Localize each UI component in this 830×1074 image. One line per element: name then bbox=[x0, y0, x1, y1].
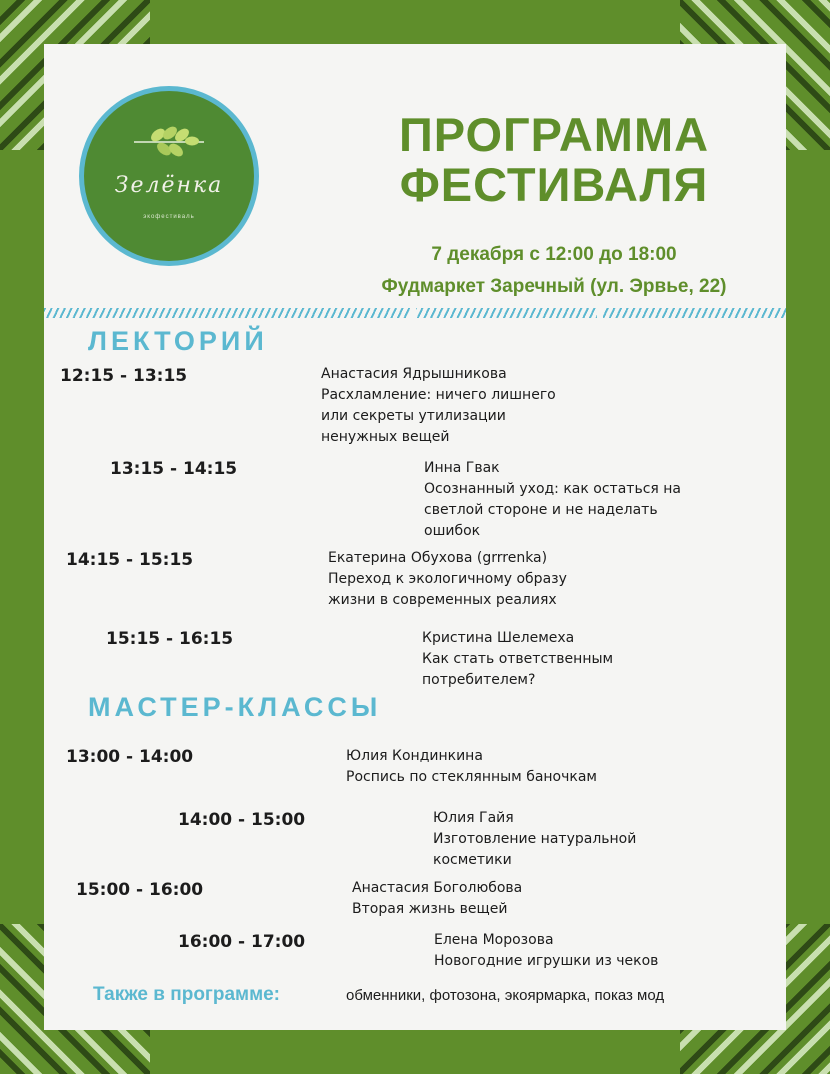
divider-gap bbox=[410, 308, 416, 318]
time-slot: 13:15 - 14:15 bbox=[110, 459, 238, 479]
workshop-item bbox=[434, 930, 658, 972]
talk-title-line: потребителем? bbox=[422, 672, 536, 688]
speaker-name: Анастасия Боголюбова bbox=[352, 880, 523, 896]
speaker-name: Юлия Кондинкина bbox=[346, 748, 483, 764]
program-card bbox=[44, 44, 786, 1030]
logo-name: Зелёнка bbox=[114, 173, 224, 198]
talk-title-line: Изготовление натуральной bbox=[433, 831, 637, 847]
also-text: обменники, фотозона, экоярмарка, показ мод bbox=[346, 987, 665, 1004]
time-slot: 14:15 - 15:15 bbox=[66, 550, 194, 570]
talk-title-line: Расхламление: ничего лишнего bbox=[321, 387, 556, 403]
divider-gap bbox=[597, 308, 603, 318]
festival-logo bbox=[79, 86, 259, 266]
speaker-name: Елена Морозова bbox=[434, 932, 554, 948]
section-heading-lectures: ЛЕКТОРИЙ bbox=[88, 326, 268, 356]
event-date: 7 декабря с 12:00 до 18:00 bbox=[431, 244, 677, 265]
talk-title-line: или секреты утилизации bbox=[321, 408, 506, 424]
talk-title-line: Новогодние игрушки из чеков bbox=[434, 953, 659, 969]
talk-title-line: ошибок bbox=[424, 523, 481, 539]
talk-title-line: жизни в современных реалиях bbox=[328, 592, 557, 608]
time-slot: 15:00 - 16:00 bbox=[76, 880, 204, 900]
workshop-item bbox=[352, 878, 522, 920]
logo-subtitle: экофестиваль bbox=[143, 214, 195, 220]
talk-title-line: косметики bbox=[433, 852, 512, 868]
also-label: Также в программе: bbox=[93, 984, 281, 1005]
section-heading-workshops: МАСТЕР-КЛАССЫ bbox=[88, 692, 382, 722]
talk-title-line: Как стать ответственным bbox=[422, 651, 614, 667]
talk-title-line: ненужных вещей bbox=[321, 429, 450, 445]
talk-title-line: Роспись по стеклянным баночкам bbox=[346, 769, 597, 785]
title-line: ПРОГРАММА bbox=[398, 108, 710, 161]
speaker-name: Кристина Шелемеха bbox=[422, 630, 575, 646]
speaker-name: Екатерина Обухова (grrrenka) bbox=[328, 550, 548, 566]
title-line: ФЕСТИВАЛЯ bbox=[399, 158, 709, 211]
lecture-item bbox=[424, 458, 681, 542]
time-slot: 12:15 - 13:15 bbox=[60, 366, 188, 386]
time-slot: 16:00 - 17:00 bbox=[178, 932, 306, 952]
workshop-item bbox=[433, 808, 636, 871]
lecture-item bbox=[422, 628, 613, 691]
page-title bbox=[344, 110, 764, 210]
talk-title-line: Вторая жизнь вещей bbox=[352, 901, 508, 917]
workshop-item bbox=[346, 746, 597, 788]
time-slot: 15:15 - 16:15 bbox=[106, 629, 234, 649]
lecture-item bbox=[328, 548, 567, 611]
event-place: Фудмаркет Заречный (ул. Эрвье, 22) bbox=[381, 276, 727, 297]
talk-title-line: Переход к экологичному образу bbox=[328, 571, 567, 587]
lecture-item bbox=[321, 364, 556, 448]
speaker-name: Инна Гвак bbox=[424, 460, 500, 476]
time-slot: 14:00 - 15:00 bbox=[178, 810, 306, 830]
talk-title-line: светлой стороне и не наделать bbox=[424, 502, 658, 518]
time-slot: 13:00 - 14:00 bbox=[66, 747, 194, 767]
speaker-name: Анастасия Ядрышникова bbox=[321, 366, 507, 382]
speaker-name: Юлия Гайя bbox=[433, 810, 514, 826]
leaf-icon bbox=[132, 121, 206, 161]
talk-title-line: Осознанный уход: как остаться на bbox=[424, 481, 681, 497]
